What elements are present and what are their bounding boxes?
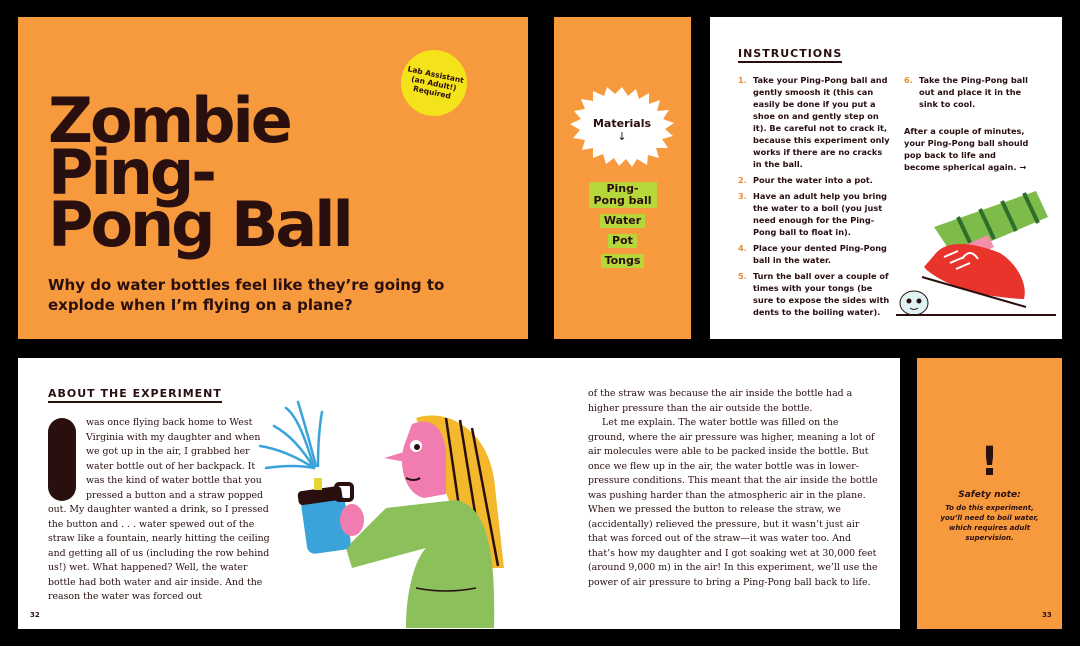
step-number: 5. [738,271,747,281]
safety-panel [917,358,1062,629]
step-number: 1. [738,75,747,85]
about-right-paragraph: of the straw was because the air inside the bottle had a higher pressure than the air outside the bottle. [588,388,853,414]
step-text: Take the Ping-Pong ball out and place it in the sink to cool. [919,75,1028,109]
step-item [738,74,893,170]
about-panel [18,358,900,629]
about-left-column [48,416,270,605]
instructions-heading: INSTRUCTIONS [738,47,842,63]
about-heading: ABOUT THE EXPERIMENT [48,387,222,403]
step-text: Turn the ball over a couple of times with your tongs (be sure to expose the sides with dents to the boiling water). [753,271,890,317]
steps-list-right [904,74,1032,114]
title-line: Zombie [48,84,290,157]
step-item [738,190,893,238]
step-number: 4. [738,243,747,253]
step-number: 2. [738,175,747,185]
adult-required-badge: Lab Assistant (an Adult!) Required [395,44,473,122]
exclamation-icon: ! [980,439,999,485]
safety-body: To do this experiment, you’ll need to boil water, which requires adult supervision. [940,504,1039,542]
step-item [904,74,1032,110]
material-item: Water [600,214,645,228]
down-arrow-icon: ↓ [617,130,627,143]
about-right-column [588,387,878,590]
step-item [738,270,893,318]
page-number-left: 32 [30,611,40,619]
title-line: Pong Ball [48,188,351,261]
page-title [48,84,351,261]
step-item [738,174,893,186]
title-line: Ping- [48,136,214,209]
materials-label: Materials [592,117,652,130]
subtitle: Why do water bottles feel like they’re going to explode when I’m flying on a plane? [48,276,445,314]
result-text: After a couple of minutes, your Ping-Pong ball should pop back to life and become spherical again. → [904,126,1029,172]
material-item: Ping-Pong ball [589,182,657,208]
material-item: Pot [608,234,637,248]
step-text: Take your Ping-Pong ball and gently smoosh it (this can easily be done if you put a shoe on and gently step on it). Be careful not to crack it, because this experiment only works if there are no cracks in the ball. [753,75,890,169]
about-left-text: was once flying back home to West Virginia with my daughter and when we got up in the air, I grabbed her water bottle out of her backpack. It was the kind of water bottle that you pressed a button and a straw popped out. My daughter wanted a drink, so I pressed the button and . . . water spewed out of the straw like a fountain, nearly hitting the ceiling and getting all of us (including the row behind us!) wet. What happened? Well, the water bottle had both water and air inside. And the reason the water was forced out [48,417,270,602]
step-item [738,242,893,266]
shoe-stepping-on-ball-illustration [896,187,1056,317]
instructions-panel [710,17,1062,339]
materials-panel [554,17,691,339]
title-panel [18,17,528,339]
step-number: 3. [738,191,747,201]
materials-list [554,182,691,268]
step-number: 6. [904,75,913,85]
page-number-right: 33 [1042,611,1052,619]
safety-title: Safety note: [958,490,1021,500]
step-text: Pour the water into a pot. [753,175,873,185]
dropcap-i [48,418,76,501]
step-text: Have an adult help you bring the water to a boil (you just need enough for the Ping-Pong ball to float in). [753,191,888,237]
steps-list [738,74,893,322]
about-right-paragraph: Let me explain. The water bottle was filled on the ground, where the air pressure was higher, meaning a lot of air molecules were able to be packed inside the bottle. But once we flew up in the air, the water bottle was in lower-pressure conditions. This meant that the air inside the bottle was pushing harder than the atmospheric air in the plane. When we pressed the button to release the straw, we (accidentally) relieved the pressure, but it wasn’t just air that was forced out of the straw—it was water too. And that’s how my daughter and I got soaking wet at 30,000 feet (around 9,000 m) in the air! In this experiment, we’ll use the power of air pressure to bring a Ping-Pong ball back to life. [588,417,878,588]
girl-with-water-bottle-illustration [256,398,506,628]
step-text: Place your dented Ping-Pong ball in the water. [753,243,887,265]
material-item: Tongs [601,254,645,268]
